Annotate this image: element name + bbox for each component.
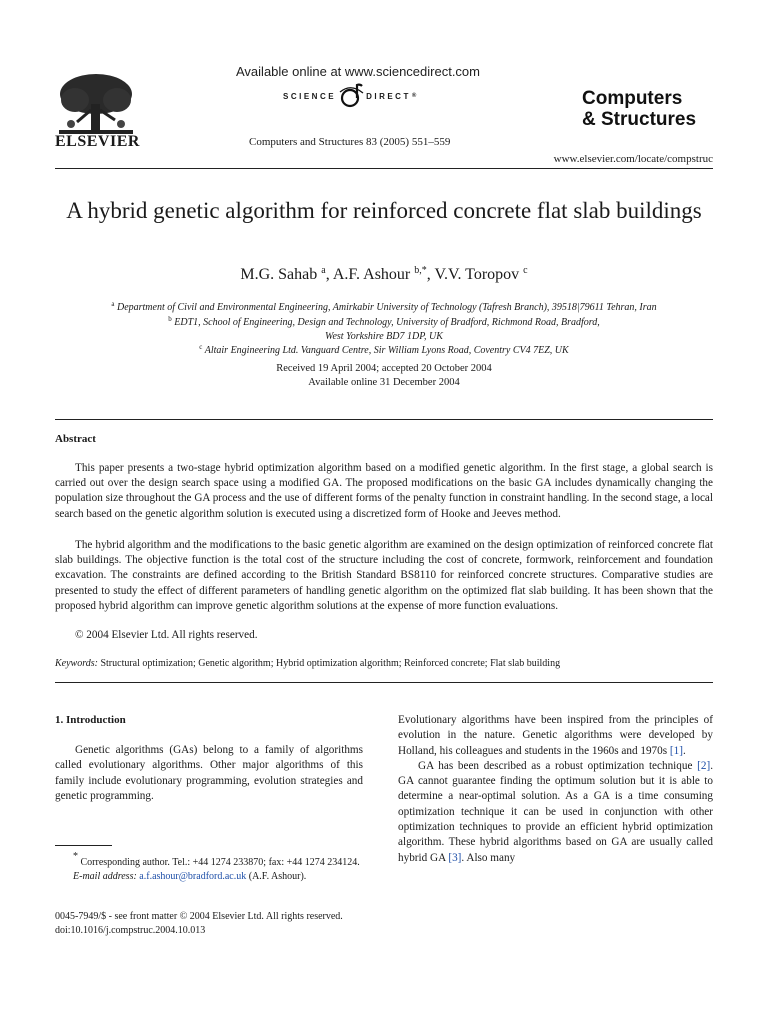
publisher-name: ELSEVIER	[55, 133, 140, 150]
corresponding-author-footnote	[55, 851, 363, 884]
journal-title-line2: & Structures	[582, 109, 697, 130]
keywords-label: Keywords:	[55, 658, 98, 669]
available-online-date: Available online 31 December 2004	[308, 377, 460, 388]
email-suffix: (A.F. Ashour).	[246, 871, 307, 882]
journal-title	[582, 88, 696, 130]
abstract-divider	[55, 419, 713, 420]
author-separator: ,	[325, 266, 333, 283]
sciencedirect-right-word: DIRECT	[366, 91, 411, 101]
author-name: M.G. Sahab	[240, 266, 318, 283]
journal-title-line1: Computers	[582, 88, 683, 109]
reference-link[interactable]: [3]	[448, 851, 462, 864]
author-name: A.F. Ashour	[332, 266, 411, 283]
affiliation-text: EDT1, School of Engineering, Design and Technology, University of Bradford, Richmond Road, Bradford,	[174, 317, 600, 328]
affiliation-text: Department of Civil and Environmental Engineering, Amirkabir University of Technology (Tafresh Branch), 39518|79611 Tehran, Iran	[116, 302, 657, 313]
trademark-mark: ®	[411, 93, 417, 99]
section-heading-introduction: 1. Introduction	[55, 714, 126, 726]
affiliation-mark: b	[168, 315, 172, 323]
intro-paragraph: Genetic algorithms (GAs) belong to a family of algorithms called evolutionary algorithms. Other major algorithms of this family include evolutionary programming, evolution strategies and genetic programming.	[55, 744, 363, 802]
author-list	[55, 266, 713, 284]
available-online-banner[interactable]: Available online at www.sciencedirect.com	[236, 64, 480, 79]
article-title: A hybrid genetic algorithm for reinforced concrete flat slab buildings	[66, 198, 702, 223]
paragraph-text: GA has been described as a robust optimization technique	[418, 759, 698, 772]
sciencedirect-logo[interactable]	[283, 83, 416, 109]
header-divider	[55, 168, 713, 169]
footnote-mark: *	[73, 851, 78, 862]
affiliation-b	[55, 315, 713, 330]
journal-homepage-link[interactable]: www.elsevier.com/locate/compstruc	[553, 153, 713, 165]
paragraph-text: Evolutionary algorithms have been inspired from the principles of evolution in the nature. Genetic algorithms were developed by Holland, his colleagues and students in the 1960s and 1970s	[398, 714, 713, 757]
affiliation-b-cont	[55, 329, 713, 344]
front-matter	[55, 910, 343, 938]
paragraph-text: .	[682, 744, 686, 757]
sciencedirect-left-word: SCIENCE	[283, 91, 337, 101]
affiliation-a	[55, 300, 713, 315]
author-name: V.V. Toropov	[434, 266, 520, 283]
left-column-text	[55, 743, 363, 804]
journal-citation: Computers and Structures 83 (2005) 551–559	[249, 136, 451, 148]
keywords-text: Structural optimization; Genetic algorithm; Hybrid optimization algorithm; Reinforced concrete; Flat slab building	[97, 658, 561, 669]
email-label: E-mail address:	[73, 871, 137, 882]
paragraph-text: . GA cannot guarantee finding the optimum solution but it is able to determine a near-optimal solution. As a GA is a time consuming optimization technique it can be used in conjunction with other optimization techniques to provide an efficient hybrid optimization algorithm. These hybrid algorithms based on GA are usually called hybrid GA	[398, 759, 713, 864]
footnote-divider	[55, 845, 112, 846]
doi-line[interactable]: doi:10.1016/j.compstruc.2004.10.013	[55, 925, 206, 936]
author-affiliation-mark[interactable]: c	[523, 265, 528, 276]
affiliation-mark: c	[199, 343, 203, 351]
abstract-heading: Abstract	[55, 433, 96, 445]
author-affiliation-mark[interactable]: a	[321, 265, 326, 276]
abstract-paragraph-1: This paper presents a two-stage hybrid optimization algorithm based on a modified genetic algorithm. In the first stage, a global search is carried out over the design search space using a modified GA. The proposed modifications on the basic GA includes dynamically changing the population size throughout the GA process and the use of different forms of the penalty function in constraint handling. In the second stage, a local search based on the genetic algorithm solution is executed using a discretized form of Hooke and Jeeves method.	[55, 462, 713, 520]
author-affiliation-mark[interactable]: b,*	[414, 265, 427, 276]
affiliation-text: West Yorkshire BD7 1DP, UK	[325, 331, 443, 342]
right-column-text	[398, 713, 713, 866]
issn-line: 0045-7949/$ - see front matter © 2004 Elsevier Ltd. All rights reserved.	[55, 911, 343, 922]
intro-paragraph	[398, 759, 713, 866]
affiliation-text: Altair Engineering Ltd. Vanguard Centre, Sir William Lyons Road, Coventry CV4 7EZ, UK	[204, 345, 569, 356]
affiliation-c	[55, 343, 713, 358]
email-link[interactable]: a.f.ashour@bradford.ac.uk	[139, 871, 247, 882]
keywords-line	[55, 658, 713, 669]
paragraph-text: . Also many	[461, 851, 516, 864]
reference-link[interactable]: [2]	[697, 759, 711, 772]
abstract-paragraph-2: The hybrid algorithm and the modifications to the basic genetic algorithm are examined on the design optimization of reinforced concrete flat slab buildings. The objective function is the total cost of the structure including the cost of concrete, formwork, reinforcement and foundation excavation. The constraints are defined according to the British Standard BS8110 for reinforced concrete structures. Comparative studies are presented to study the effect of different parameters of handling genetic algorithm on the optimized flat slab building. It has been shown that the proposed hybrid algorithm can improve genetic algorithm solutions at the expense of more function evaluations.	[55, 539, 713, 612]
received-date: Received 19 April 2004; accepted 20 October 2004	[276, 363, 492, 374]
keywords-divider	[55, 682, 713, 683]
reference-link[interactable]: [1]	[669, 744, 683, 757]
sciencedirect-d-icon	[338, 83, 364, 109]
abstract-copyright: © 2004 Elsevier Ltd. All rights reserved.	[75, 629, 258, 641]
author-separator: ,	[426, 266, 435, 283]
affiliation-mark: a	[111, 300, 115, 308]
intro-paragraph	[398, 713, 713, 759]
footnote-contact: Corresponding author. Tel.: +44 1274 233870; fax: +44 1274 234124.	[78, 857, 360, 868]
